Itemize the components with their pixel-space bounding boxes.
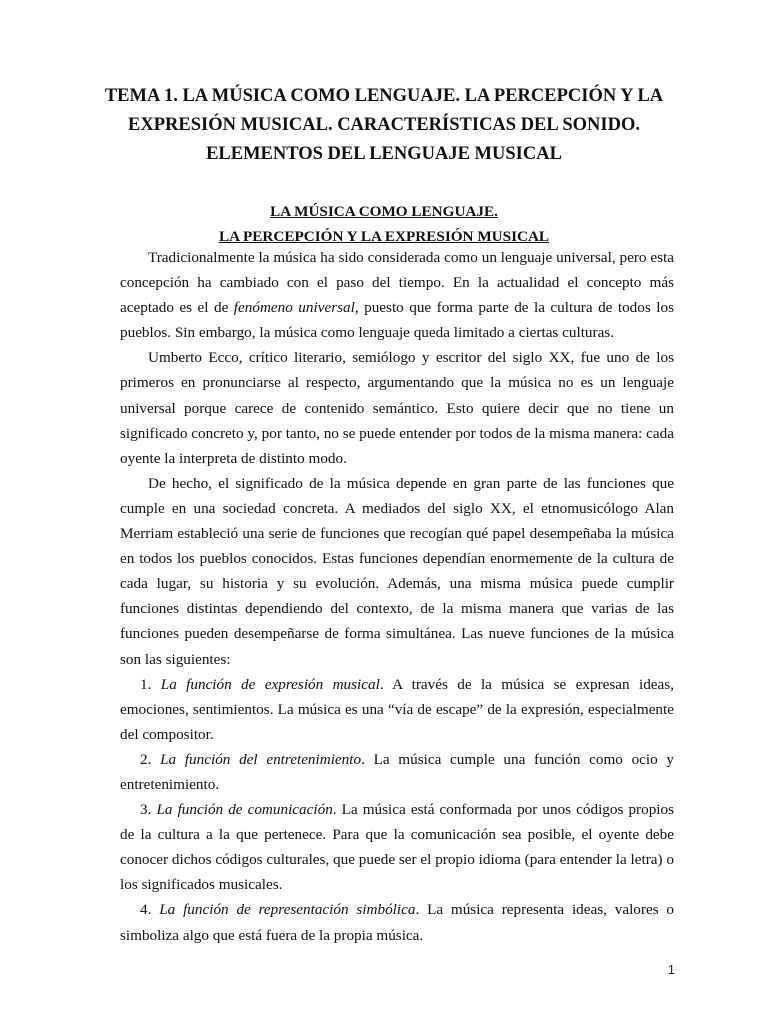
function-name: La función del entretenimiento xyxy=(160,750,362,768)
function-name: La función de representación simbólica xyxy=(159,901,416,919)
function-item: 3. La función de comunicación. La música está conformada por unos códigos propios de la cultura a la que pertenece. Para que la comunicación sea posible, el oyente debe conocer dichos códigos culturales, que puede ser el propio idioma (para entender la letra) o los significados musicales. xyxy=(120,801,675,894)
document-title xyxy=(90,82,678,169)
function-item: 2. La función del entretenimiento. La música cumple una función como ocio y entretenimiento. xyxy=(120,750,675,793)
paragraph: Umberto Ecco, crítico literario, semiólogo y escritor del siglo XX, fue uno de los primeros en pronunciarse al respecto, argumentando que la música no es un lenguaje universal porque carece de contenido semántico. Esto quiere decir que no tiene un significado concreto y, por tanto, no se puede entender por todos de la misma manera: cada oyente la interpreta de distinto modo. xyxy=(120,349,674,467)
paragraph: De hecho, el significado de la música depende en gran parte de las funciones que cumple en una sociedad concreta. A mediados del siglo XX, el etnomusicólogo Alan Merriam estableció una serie de funciones que recogían qué papel desempeñaba la música en todos los pueblos conocidos. Estas funciones dependían enormemente de la cultura de cada lugar, su historia y su evolución. Además, una misma música puede cumplir funciones distintas dependiendo del contexto, de la misma manera que varias de las funciones pueden desempeñarse de forma simultánea. Las nueve funciones de la música son las siguientes: xyxy=(120,474,674,668)
page-number: 1 xyxy=(667,962,675,977)
section-heading xyxy=(90,199,678,249)
function-item: 1. La función de expresión musical. A través de la música se expresan ideas, emociones, sentimientos. La música es una “vía de escape” de la expresión, especialmente del compositor. xyxy=(120,675,674,743)
title-line: ELEMENTOS DEL LENGUAJE MUSICAL xyxy=(206,144,562,164)
section-heading-line: LA MÚSICA COMO LENGUAJE. xyxy=(270,203,498,220)
title-line: TEMA 1. LA MÚSICA COMO LENGUAJE. LA PERCEPCIÓN Y LA xyxy=(104,86,664,106)
section-heading-line: LA PERCEPCIÓN Y LA EXPRESIÓN MUSICAL xyxy=(218,228,550,245)
function-item: 4. La función de representación simbólica. La música representa ideas, valores o simboliza algo que está fuera de la propia música. xyxy=(120,901,675,944)
body-text xyxy=(120,245,674,948)
function-name: La función de expresión musical xyxy=(160,675,380,693)
function-name: La función de comunicación xyxy=(156,801,333,819)
title-line: EXPRESIÓN MUSICAL. CARACTERÍSTICAS DEL SONIDO. xyxy=(128,115,640,135)
emphasis: fenómeno universal xyxy=(233,299,355,317)
paragraph: Tradicionalmente la música ha sido considerada como un lenguaje universal, pero esta concepción ha cambiado con el paso del tiempo. En la actualidad el concepto más aceptado es el de fenómeno universal, puesto que forma parte de la cultura de todos los pueblos. Sin embargo, la música como lenguaje queda limitado a ciertas culturas. xyxy=(120,249,674,342)
